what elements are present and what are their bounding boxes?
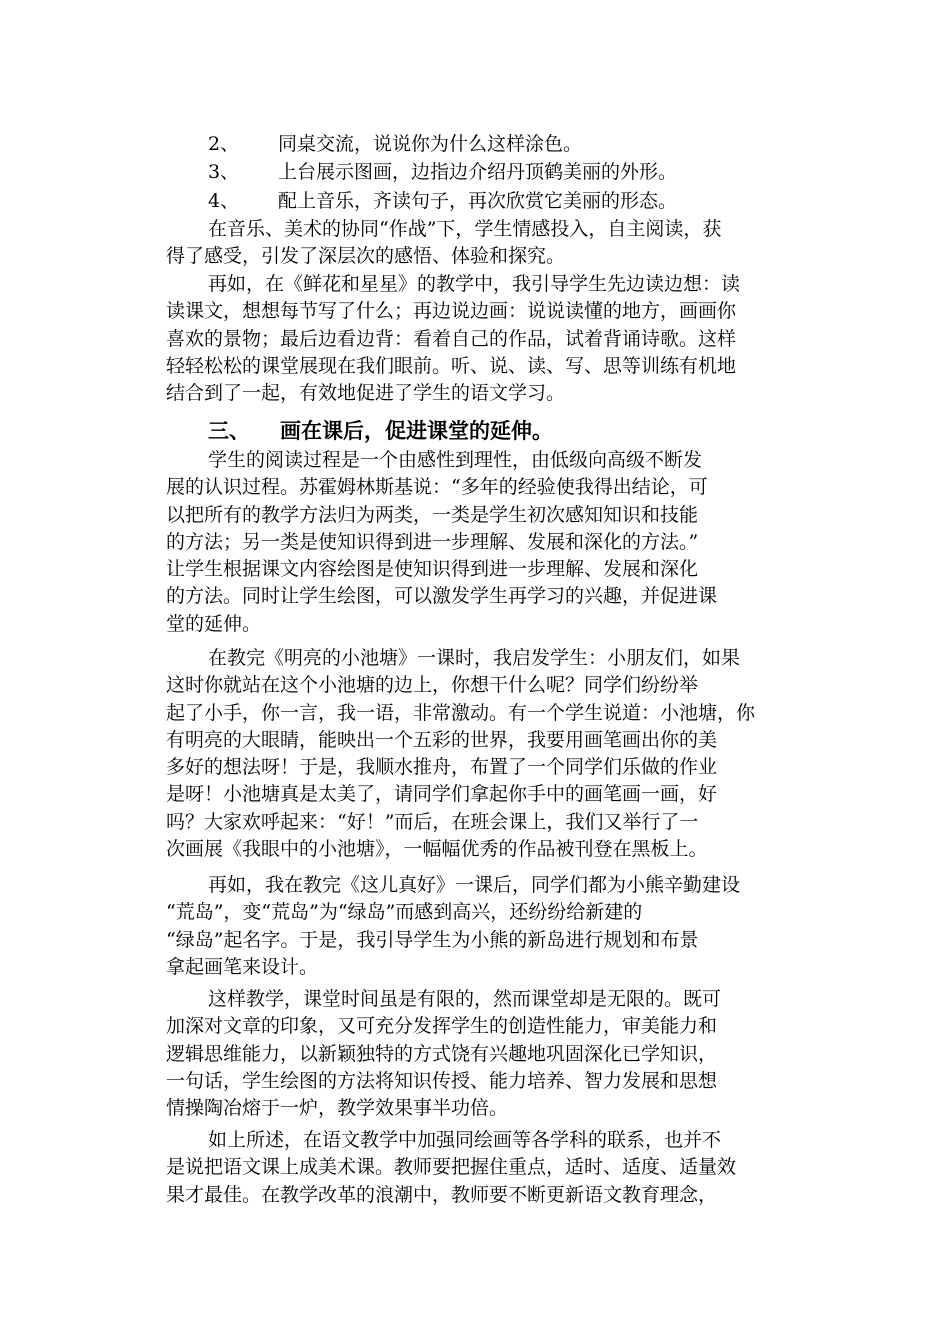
text-line: 果才最佳。在教学改革的浪潮中，教师要不断更新语文教育理念， — [166, 1183, 718, 1206]
text-line: 起了小手，你一言，我一语，非常激动。有一个学生说道：小池塘，你 — [166, 701, 756, 724]
heading-number: 三、 — [208, 418, 250, 443]
text-line: 加深对文章的印象，又可充分发挥学生的创造性能力，审美能力和 — [166, 1015, 718, 1038]
list-text: 上台展示图画，边指边介绍丹顶鹤美丽的外形。 — [278, 161, 678, 183]
text-line: 轻轻松松的课堂展现在我们眼前。听、说、读、写、思等训练有机地 — [166, 354, 737, 377]
heading-text: 画在课后，促进课堂的延伸。 — [280, 418, 553, 443]
text-line: 如上所述，在语文教学中加强同绘画等各学科的联系，也并不 — [208, 1129, 722, 1151]
text-line: 是呀！小池塘真是太美了，请同学们拿起你手中的画笔画一画，好 — [166, 783, 718, 806]
section-heading — [208, 416, 553, 446]
text-line: “荒岛”，变“荒岛”为“绿岛”而感到高兴，还纷纷给新建的 — [166, 901, 643, 924]
text-line: 次画展《我眼中的小池塘》，一幅幅优秀的作品被刊登在黑板上。 — [166, 838, 708, 861]
text-line: 拿起画笔来设计。 — [166, 955, 319, 978]
list-item — [208, 187, 677, 215]
paragraph — [166, 872, 788, 981]
text-line: 的方法；另一类是使知识得到进一步理解、发展和深化的方法。” — [166, 530, 699, 553]
paragraph — [166, 1127, 788, 1209]
list-text: 配上音乐，齐读句子，再次欣赏它美丽的形态。 — [278, 190, 678, 212]
text-line: 这时你就站在这个小池塘的边上，你想干什么呢？同学们纷纷举 — [166, 674, 699, 697]
text-line: 喜欢的景物；最后边看边背：看着自己的作品，试着背诵诗歌。这样 — [166, 327, 737, 350]
text-line: 多好的想法呀！于是，我顺水推舟，布置了一个同学们乐做的作业 — [166, 756, 718, 779]
text-line: 情操陶冶熔于一炉，教学效果事半功倍。 — [166, 1097, 509, 1120]
text-line: 再如，在《鲜花和星星》的教学中，我引导学生先边读边想：读 — [208, 273, 741, 295]
list-number: 2、 — [208, 133, 240, 155]
paragraph — [166, 271, 788, 407]
text-line: 吗？大家欢呼起来：“好！”而后，在班会课上，我们又举行了一 — [166, 810, 699, 833]
text-line: 在音乐、美术的协同“作战”下，学生情感投入，自主阅读，获 — [208, 218, 722, 240]
text-line: 学生的阅读过程是一个由感性到理性，由低级向高级不断发 — [208, 449, 703, 471]
list-number: 4、 — [208, 190, 240, 212]
text-line: 这样教学，课堂时间虽是有限的，然而课堂却是无限的。既可 — [208, 988, 722, 1010]
text-line: 堂的延伸。 — [166, 612, 262, 635]
text-line: 在教完《明亮的小池塘》一课时，我启发学生：小朋友们，如果 — [208, 647, 741, 669]
text-line: 让学生根据课文内容绘图是使知识得到进一步理解、发展和深化 — [166, 558, 699, 581]
text-line: 逻辑思维能力，以新颖独特的方式饶有兴趣地巩固深化已学知识， — [166, 1042, 718, 1065]
text-line: 是说把语文课上成美术课。教师要把握住重点，适时、适度、适量效 — [166, 1156, 737, 1179]
text-line: 以把所有的教学方法归为两类，一类是学生初次感知知识和技能 — [166, 503, 699, 526]
list-number: 3、 — [208, 161, 240, 183]
paragraph — [166, 986, 788, 1122]
text-line: 一句话，学生绘图的方法将知识传授、能力培养、智力发展和思想 — [166, 1069, 718, 1092]
paragraph — [166, 447, 788, 638]
list-item — [208, 130, 582, 158]
list-text: 同桌交流，说说你为什么这样涂色。 — [278, 133, 583, 155]
text-line: 有明亮的大眼睛，能映出一个五彩的世界，我要用画笔画出你的美 — [166, 728, 718, 751]
text-line: 结合到了一起，有效地促进了学生的语文学习。 — [166, 382, 566, 405]
text-line: 展的认识过程。苏霍姆林斯基说：“多年的经验使我得出结论，可 — [166, 476, 708, 499]
text-line: 再如，我在教完《这儿真好》一课后，同学们都为小熊辛勤建设 — [208, 874, 741, 896]
paragraph — [166, 216, 788, 271]
text-line: 的方法。同时让学生绘图，可以激发学生再学习的兴趣，并促进课 — [166, 585, 718, 608]
text-line: 读课文，想想每节写了什么；再边说边画：说说读懂的地方，画画你 — [166, 300, 737, 323]
paragraph — [166, 645, 788, 863]
list-item — [208, 158, 677, 186]
text-line: “绿岛”起名字。于是，我引导学生为小熊的新岛进行规划和布景 — [166, 928, 699, 951]
text-line: 得了感受，引发了深层次的感悟、体验和探究。 — [166, 245, 566, 268]
